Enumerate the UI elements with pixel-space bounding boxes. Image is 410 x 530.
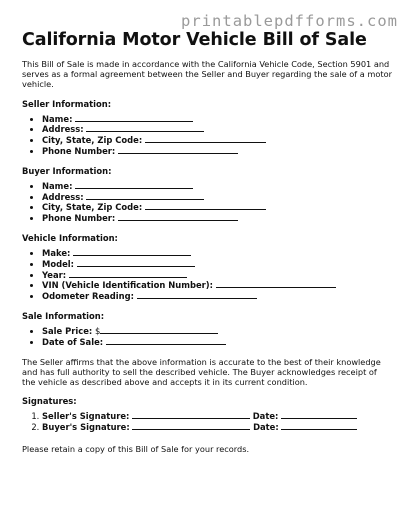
watermark: printablepdfforms.com [181,12,398,30]
buyer-address-field[interactable] [86,192,204,200]
vehicle-make-row [42,248,392,259]
sale-price-field[interactable] [100,326,218,334]
seller-name-label: Name: [42,113,73,124]
vehicle-model-label: Model: [42,258,74,269]
seller-city-row [42,135,392,146]
seller-city-label: City, State, Zip Code: [42,135,143,146]
seller-phone-field[interactable] [118,146,238,154]
seller-date-field[interactable] [281,411,357,419]
document-title: California Motor Vehicle Bill of Sale [22,30,367,50]
vehicle-odometer-field[interactable] [137,291,257,299]
vehicle-odometer-row [42,291,392,302]
seller-date-label: Date: [252,411,279,422]
seller-heading: Seller Information: [22,98,112,109]
buyer-city-label: City, State, Zip Code: [42,202,143,213]
sale-fields [22,326,392,348]
seller-address-row [42,124,392,135]
buyer-phone-field[interactable] [118,213,238,221]
seller-name-row [42,114,392,125]
sale-date-field[interactable] [106,337,226,345]
buyer-address-label: Address: [42,191,84,202]
seller-signature-label: Seller's Signature: [42,411,130,422]
buyer-name-row [42,181,392,192]
vehicle-make-field[interactable] [73,248,191,256]
vehicle-vin-label: VIN (Vehicle Identification Number): [42,280,213,291]
seller-name-field[interactable] [75,114,193,122]
buyer-name-field[interactable] [75,181,193,189]
buyer-date-label: Date: [253,421,279,432]
seller-signature-row [42,411,392,422]
signature-list [22,411,392,433]
buyer-fields [22,181,392,224]
buyer-date-field[interactable] [281,422,357,430]
vehicle-heading: Vehicle Information: [22,232,118,243]
buyer-heading: Buyer Information: [22,165,112,176]
seller-address-label: Address: [42,124,84,135]
intro-paragraph: This Bill of Sale is made in accordance with the California Vehicle Code, Section 5901 and serves as a formal agreement between the Seller and Buyer regarding the sale of a motor vehicle. [22,59,392,90]
vehicle-vin-row [42,280,392,291]
buyer-phone-row [42,213,392,224]
buyer-signature-row [42,422,392,433]
vehicle-make-label: Make: [42,247,71,258]
buyer-signature-label: Buyer's Signature: [42,421,130,432]
buyer-signature-field[interactable] [132,422,250,430]
seller-fields [22,114,392,157]
sale-date-row [42,337,392,348]
affirmation-paragraph: The Seller affirms that the above information is accurate to the best of their knowledge and has full authority to sell the described vehicle. The Buyer acknowledges receipt of the vehicle as described above and accepts it in its current condition. [22,356,381,387]
buyer-address-row [42,192,392,203]
seller-city-field[interactable] [145,135,266,143]
vehicle-year-field[interactable] [69,270,187,278]
seller-phone-row [42,146,392,157]
seller-phone-label: Phone Number: [42,146,116,156]
bill-of-sale-document [22,30,392,454]
sale-date-label: Date of Sale: [42,336,104,347]
vehicle-odometer-label: Odometer Reading: [42,291,134,302]
seller-signature-field[interactable] [132,411,250,419]
signatures-heading: Signatures: [22,396,77,407]
vehicle-year-row [42,270,392,281]
currency-symbol: $ [94,325,101,336]
buyer-name-label: Name: [42,180,73,191]
buyer-city-field[interactable] [145,202,266,210]
vehicle-model-field[interactable] [77,259,195,267]
sale-price-label: Sale Price: [42,325,93,336]
sale-heading: Sale Information: [22,310,105,321]
vehicle-model-row [42,259,392,270]
sale-price-row [42,326,392,337]
vehicle-vin-field[interactable] [216,280,336,288]
buyer-phone-label: Phone Number: [42,213,116,224]
seller-address-field[interactable] [86,124,204,132]
closing-note: Please retain a copy of this Bill of Sale for your records. [22,443,250,454]
buyer-city-row [42,202,392,213]
vehicle-fields [22,248,392,302]
vehicle-year-label: Year: [42,269,67,280]
